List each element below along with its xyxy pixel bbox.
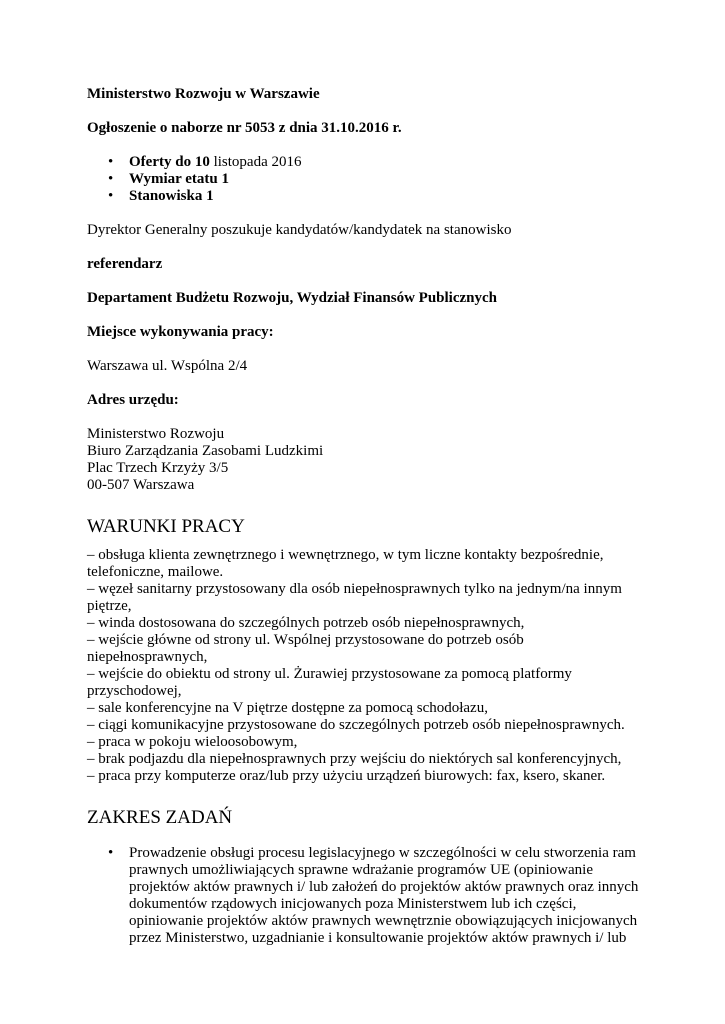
address-line: Biuro Zarządzania Zasobami Ludzkimi [87,443,324,459]
duty-line: prawnych umożliwiających sprawne wdrażanie programów UE (opiniowanie [129,862,593,878]
bullet-icon: • [108,171,114,187]
conditions-list [87,547,647,785]
condition-line: niepełnosprawnych, [87,649,208,665]
workplace-value: Warszawa ul. Wspólna 2/4 [87,358,248,374]
duty-item [87,845,647,947]
summary-item: • Oferty do 10 listopada 2016 [108,154,302,170]
conditions-heading: WARUNKI PRACY [87,516,245,537]
condition-line: – brak podjazdu dla niepełnosprawnych przy wejściu do niektórych sal konferencyjnych, [87,751,622,767]
condition-line: – winda dostosowana do szczególnych potrzeb osób niepełnosprawnych, [87,615,525,631]
condition-line: – wejście do obiektu od strony ul. Żurawiej przystosowane za pomocą platformy [87,666,572,682]
duty-line: projektów aktów prawnych i/ lub założeń do projektów aktów prawnych oraz innych [129,879,639,895]
condition-line: piętrze, [87,598,132,614]
bullet-icon: • [108,845,114,861]
condition-line: – ciągi komunikacyjne przystosowane do szczególnych potrzeb osób niepełnosprawnych. [87,717,625,733]
duties-heading: ZAKRES ZADAŃ [87,807,233,828]
department-name: Departament Budżetu Rozwoju, Wydział Finansów Publicznych [87,290,498,306]
office-address [87,426,647,494]
condition-line: przyschodowej, [87,683,182,699]
workplace-label: Miejsce wykonywania pracy: [87,324,274,340]
duty-line: przez Ministerstwo, uzgadnianie i konsultowanie projektów aktów prawnych i/ lub [129,930,627,946]
summary-item: • Wymiar etatu 1 [108,171,229,187]
duty-line: dokumentów rządowych inicjowanych poza Ministerstwem lub ich części, [129,896,577,912]
announcement-title: Ogłoszenie o naborze nr 5053 z dnia 31.10.2016 r. [87,120,402,136]
duty-line: Prowadzenie obsługi procesu legislacyjnego w szczególności w celu stworzenia ram [129,845,636,861]
duties-list [87,845,647,947]
condition-line: – obsługa klienta zewnętrznego i wewnętrznego, w tym liczne kontakty bezpośrednie, [87,547,604,563]
office-label: Adres urzędu: [87,392,179,408]
condition-line: – węzeł sanitarny przystosowany dla osób niepełnosprawnych tylko na jednym/na innym [87,581,622,597]
condition-line: telefoniczne, mailowe. [87,564,224,580]
condition-line: – sale konferencyjne na V piętrze dostępne za pomocą schodołazu, [87,700,488,716]
condition-line: – praca w pokoju wieloosobowym, [87,734,298,750]
condition-line: – wejście główne od strony ul. Wspólnej przystosowane do potrzeb osób [87,632,524,648]
intro-text: Dyrektor Generalny poszukuje kandydatów/kandydatek na stanowisko [87,222,512,238]
address-line: Ministerstwo Rozwoju [87,426,225,442]
ministry-title: Ministerstwo Rozwoju w Warszawie [87,86,320,102]
condition-line: – praca przy komputerze oraz/lub przy użyciu urządzeń biurowych: fax, ksero, skaner. [87,768,606,784]
address-line: 00-507 Warszawa [87,477,195,493]
bullet-icon: • [108,154,114,170]
bullet-icon: • [108,188,114,204]
address-line: Plac Trzech Krzyży 3/5 [87,460,229,476]
position-name: referendarz [87,256,163,272]
summary-list [87,154,647,205]
document-page [87,86,647,947]
summary-item: • Stanowiska 1 [108,188,214,204]
duty-line: opiniowanie projektów aktów prawnych wewnętrznie obowiązujących inicjowanych [129,913,638,929]
